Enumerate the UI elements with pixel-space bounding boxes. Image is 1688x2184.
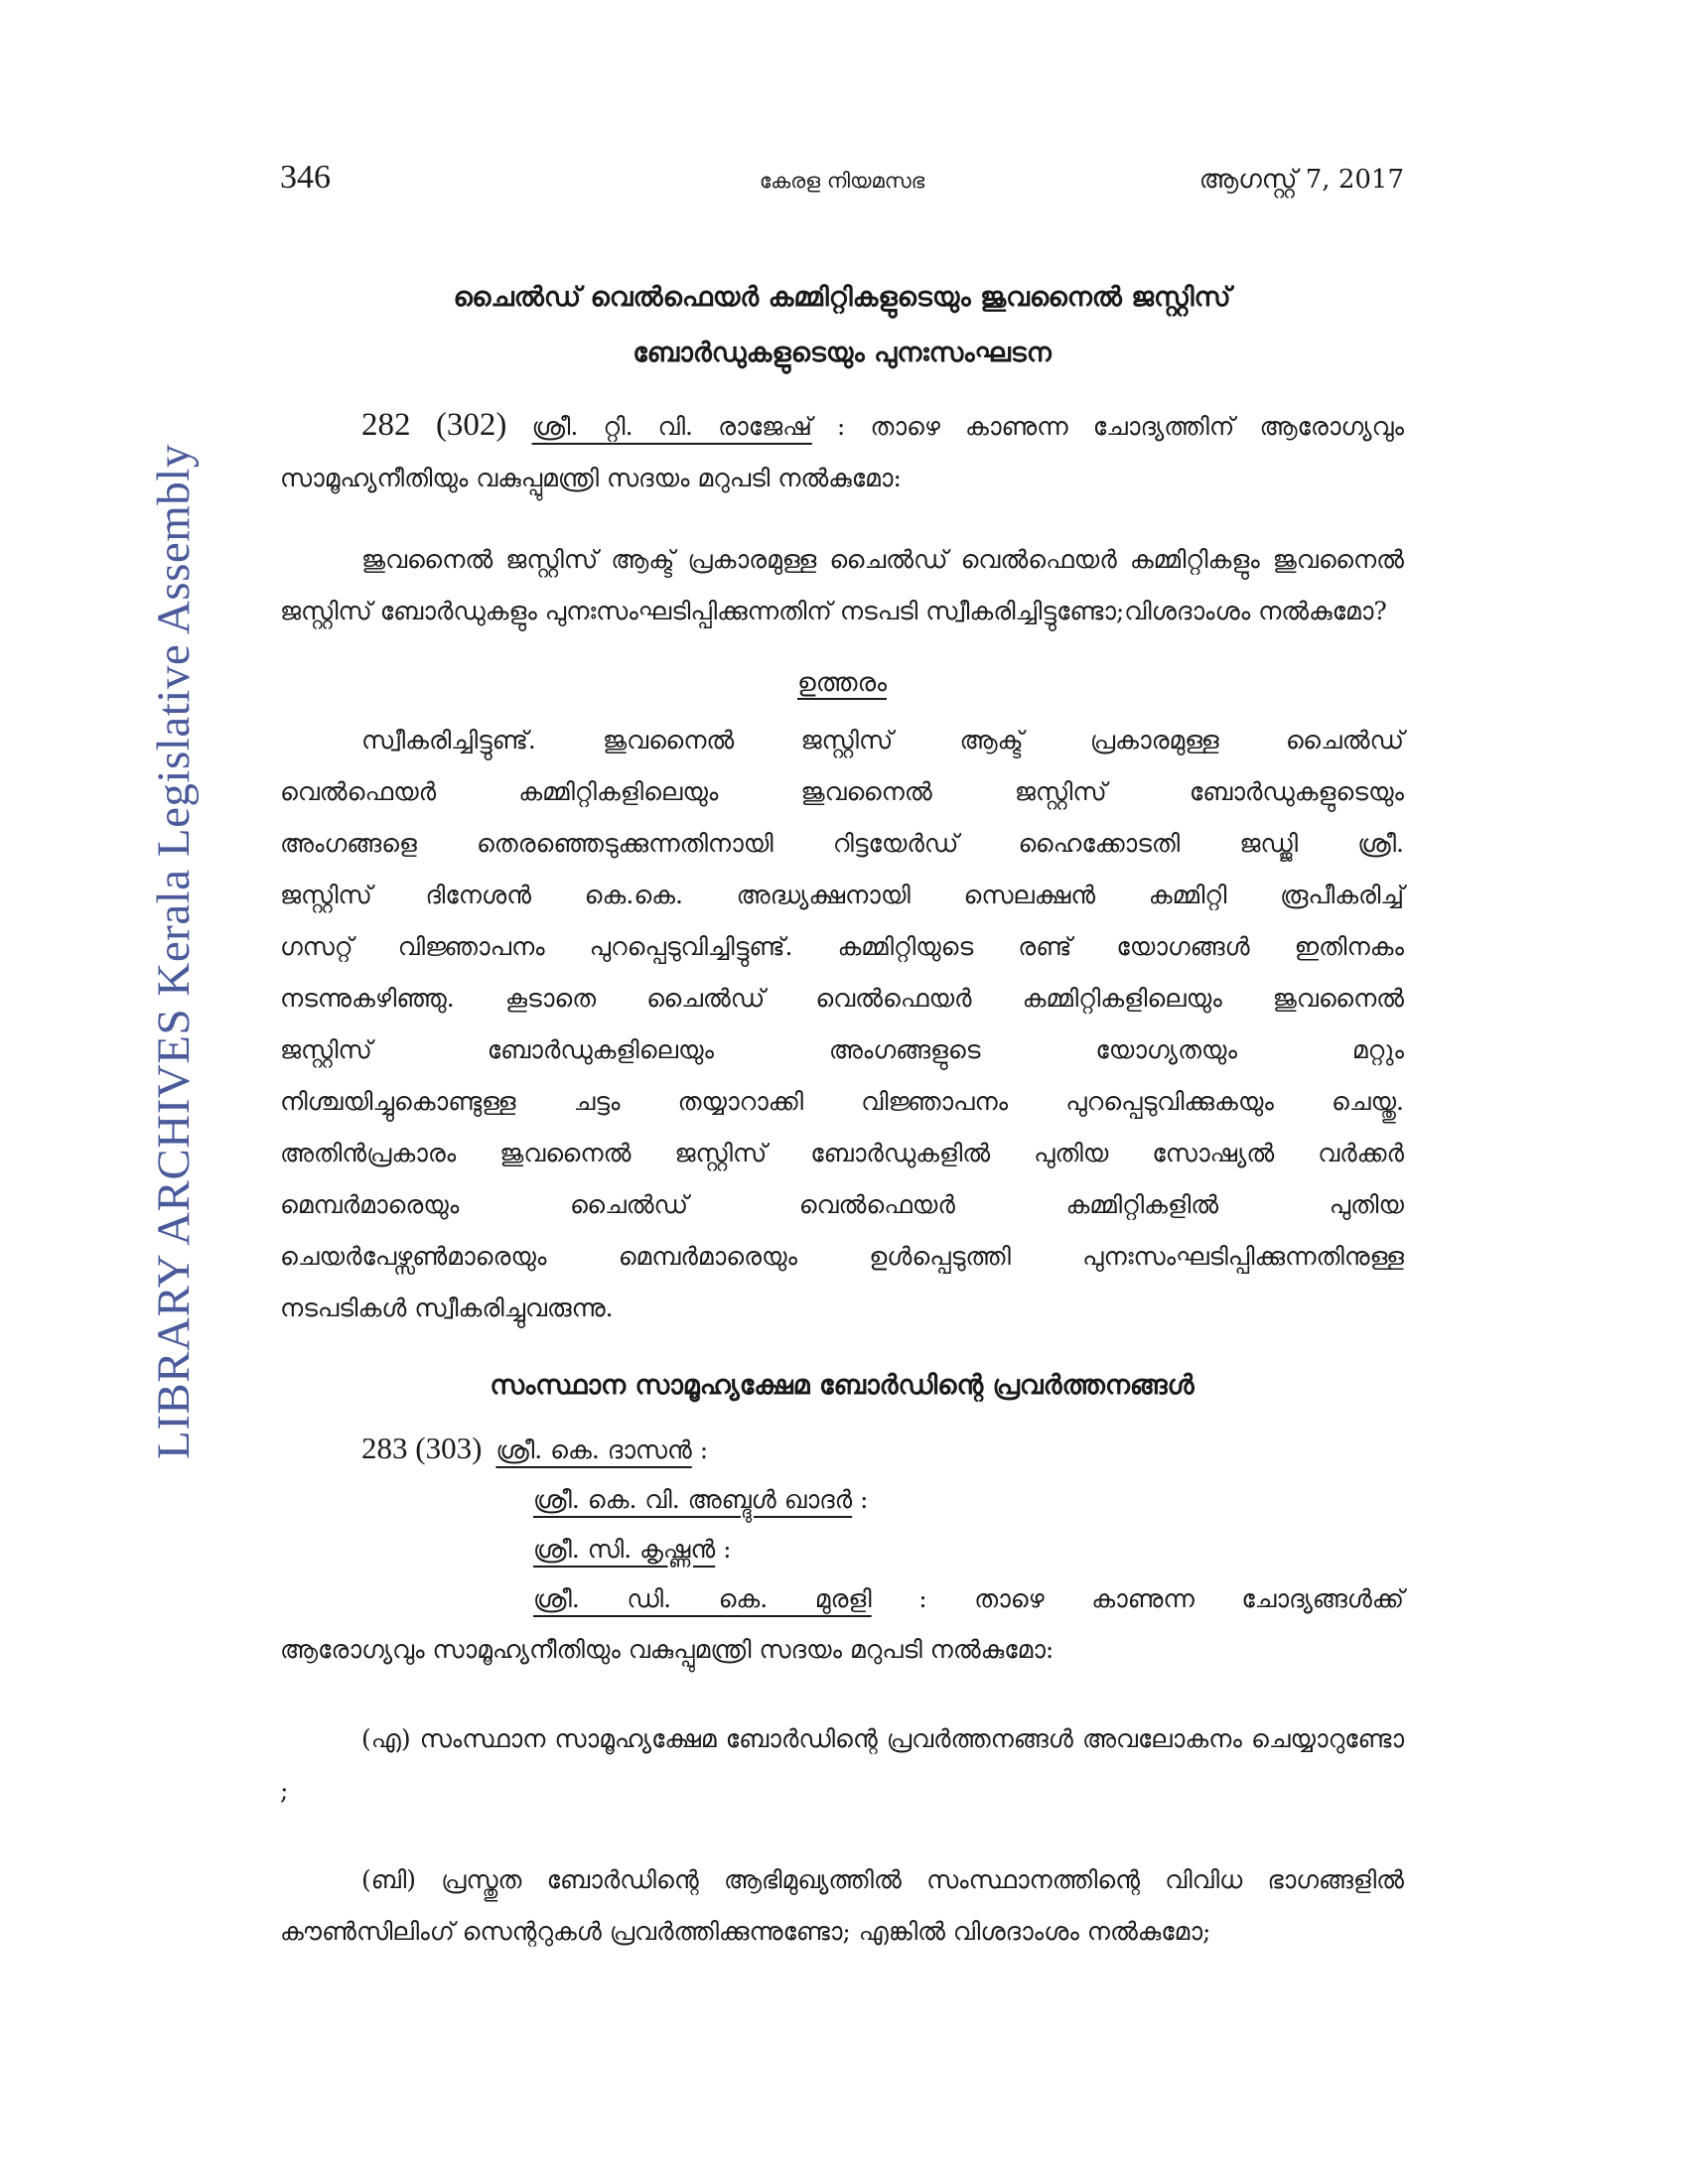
question-283-part-a: (എ) സംസ്ഥാന സാമൂഹ്യക്ഷേമ ബോർഡിന്റെ പ്രവർത്തനങ്ങൾ അവലോകനം ചെയ്യാറുണ്ടോ ; — [280, 1724, 1404, 1805]
member-line — [280, 1525, 1404, 1574]
page-number: 346 — [280, 159, 331, 196]
member-name: ശ്രീ. സി. കൃഷ്ണൻ — [533, 1535, 716, 1564]
page-header — [280, 159, 1404, 208]
member-line — [280, 1475, 1404, 1525]
answer-282 — [280, 715, 1404, 1334]
question-283 — [280, 1358, 1404, 1958]
question-283-intro-text: : താഴെ കാണുന്ന ചോദ്യങ്ങൾക്ക് — [871, 1584, 1404, 1613]
answer-line: ജസ്റ്റിസ് ബോർഡുകളിലെയും അംഗങ്ങളുടെ യോഗ്യതയും മറ്റും — [280, 1035, 1404, 1064]
member-name: ശ്രീ. ഡി. കെ. മുരളി — [533, 1584, 872, 1613]
answer-label-text: ഉത്തരം — [797, 668, 887, 698]
member-line — [280, 1574, 1404, 1624]
answer-line: മെമ്പർമാരെയും ചൈൽഡ് വെൽഫെയർ കമ്മിറ്റികളിൽ പുതിയ — [280, 1190, 1404, 1219]
question-282 — [280, 270, 1404, 1334]
member-separator: : — [691, 1435, 709, 1464]
question-number: 283 (303) — [361, 1431, 483, 1465]
member-separator: : — [715, 1535, 732, 1564]
member-name: ശ്രീ. കെ. ദാസൻ — [495, 1435, 692, 1464]
answer-line: ജസ്റ്റിസ് ദിനേശൻ കെ.കെ. അദ്ധ്യക്ഷനായി സെലക്ഷൻ കമ്മിറ്റി രൂപീകരിച്ച് — [280, 881, 1404, 909]
member-separator: : — [852, 1485, 869, 1514]
question-283-members — [280, 1424, 1404, 1676]
assembly-title: കേരള നിയമസഭ — [759, 169, 925, 193]
question-282-text: ജുവനൈൽ ജസ്റ്റിസ് ആക്ട് പ്രകാരമുള്ള ചൈൽഡ് വെൽഫെയർ കമ്മിറ്റികളും ജുവനൈൽ ജസ്റ്റിസ് ബോർഡുകളും പുനഃസംഘടിപ്പിക്കുന്നതിന് നടപടി സ്വീകരിച്ചിട്ടുണ്ടോ;വിശദാംശം നൽകുമോ? — [280, 545, 1404, 625]
question-283-part-b: (ബി) പ്രസ്തുത ബോർഡിന്റെ ആഭിമുഖ്യത്തിൽ സംസ്ഥാനത്തിന്റെ വിവിധ ഭാഗങ്ങളിൽ കൗൺസിലിംഗ് സെന്ററുകൾ പ്രവർത്തിക്കുന്നുണ്ടോ; എങ്കിൽ വിശദാംശം നൽകുമോ; — [280, 1865, 1404, 1946]
member-line — [280, 1424, 1404, 1475]
question-282-intro-text: : താഴെ കാണുന്ന ചോദ്യത്തിന് ആരോഗ്യവും സാമൂഹ്യനീതിയും വകുപ്പുമന്ത്രി സദയം മറുപടി നൽകുമോ: — [280, 412, 1404, 492]
question-number: 282 (302) — [361, 407, 507, 443]
question-283-heading: സംസ്ഥാന സാമൂഹ്യക്ഷേമ ബോർഡിന്റെ പ്രവർത്തനങ്ങൾ — [490, 1370, 1195, 1401]
answer-line: വെൽഫെയർ കമ്മിറ്റികളിലെയും ജുവനൈൽ ജസ്റ്റിസ് ബോർഡുകളുടെയും — [280, 777, 1404, 806]
document-body — [280, 270, 1404, 1958]
answer-line: അതിൻപ്രകാരം ജുവനൈൽ ജസ്റ്റിസ് ബോർഡുകളിൽ പുതിയ സോഷ്യൽ വർക്കർ — [280, 1139, 1404, 1167]
answer-line: ചെയർപേഴ്സൺമാരെയും മെമ്പർമാരെയും ഉൾപ്പെടുത്തി പുനഃസംഘടിപ്പിക്കുന്നതിനുള്ള — [280, 1242, 1404, 1271]
question-283-intro-line-2: ആരോഗ്യവും സാമൂഹ്യനീതിയും വകുപ്പുമന്ത്രി സദയം മറുപടി നൽകുമോ: — [280, 1635, 1055, 1664]
answer-line: സ്വീകരിച്ചിട്ടുണ്ട്. ജുവനൈൽ ജസ്റ്റിസ് ആക്ട് പ്രകാരമുള്ള ചൈൽഡ് — [361, 726, 1404, 754]
member-name: ശ്രീ. കെ. വി. അബ്ദുൾ ഖാദർ — [533, 1485, 853, 1514]
archive-watermark: LIBRARY ARCHIVES Kerala Legislative Assembly — [148, 444, 200, 1459]
question-282-intro — [280, 399, 1404, 504]
answer-line: അംഗങ്ങളെ തെരഞ്ഞെടുക്കുന്നതിനായി റിട്ടയേർഡ് ഹൈക്കോടതി ജഡ്ജി ശ്രീ. — [280, 829, 1404, 858]
answer-line: നടപടികൾ സ്വീകരിച്ചുവരുന്നു. — [280, 1294, 614, 1322]
question-282-heading-line-2: ബോർഡുകളുടെയും പുനഃസംഘടന — [633, 338, 1052, 368]
answer-line: നടന്നുകഴിഞ്ഞു. കൂടാതെ ചൈൽഡ് വെൽഫെയർ കമ്മിറ്റികളിലെയും ജുവനൈൽ — [280, 984, 1404, 1013]
session-date: ആഗസ്റ്റ് 7, 2017 — [1198, 165, 1404, 195]
answer-label — [280, 657, 1404, 709]
member-name: ശ്രീ. റ്റി. വി. രാജേഷ് — [531, 412, 812, 441]
question-282-heading-line-1: ചൈൽഡ് വെൽഫെയർ കമ്മിറ്റികളുടെയും ജുവനൈൽ ജസ്റ്റിസ് — [453, 282, 1231, 313]
answer-line: ഗസറ്റ് വിജ്ഞാപനം പുറപ്പെടുവിച്ചിട്ടുണ്ട്. കമ്മിറ്റിയുടെ രണ്ട് യോഗങ്ങൾ ഇതിനകം — [280, 932, 1404, 961]
answer-line: നിശ്ചയിച്ചുകൊണ്ടുള്ള ചട്ടം തയ്യാറാക്കി വിജ്ഞാപനം പുറപ്പെടുവിക്കുകയും ചെയ്തു. — [280, 1087, 1404, 1116]
